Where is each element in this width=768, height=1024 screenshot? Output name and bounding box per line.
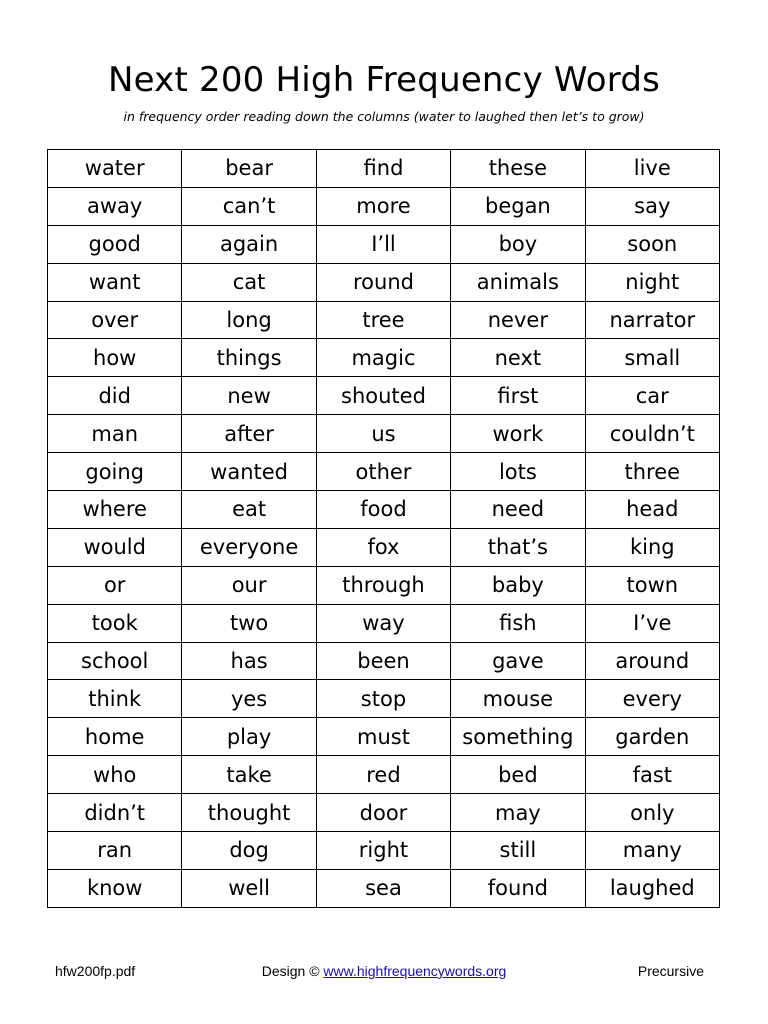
word-cell: ran xyxy=(48,832,182,870)
word-cell: through xyxy=(316,566,450,604)
word-cell: who xyxy=(48,756,182,794)
word-cell: night xyxy=(585,263,719,301)
word-cell: round xyxy=(316,263,450,301)
word-cell: fish xyxy=(451,604,585,642)
table-row xyxy=(48,453,720,491)
word-cell: work xyxy=(451,415,585,453)
table-row xyxy=(48,566,720,604)
word-cell: only xyxy=(585,794,719,832)
word-cell: I’ve xyxy=(585,604,719,642)
word-cell: soon xyxy=(585,225,719,263)
word-cell: laughed xyxy=(585,869,719,907)
word-cell: began xyxy=(451,187,585,225)
word-cell: going xyxy=(48,453,182,491)
word-cell: two xyxy=(182,604,316,642)
word-cell: find xyxy=(316,150,450,188)
table-row xyxy=(48,528,720,566)
footer-style-name: Precursive xyxy=(637,963,704,979)
word-cell: say xyxy=(585,187,719,225)
word-cell: many xyxy=(585,832,719,870)
table-row xyxy=(48,301,720,339)
word-cell: good xyxy=(48,225,182,263)
word-cell: things xyxy=(182,339,316,377)
word-cell: may xyxy=(451,794,585,832)
word-cell: water xyxy=(48,150,182,188)
table-row xyxy=(48,491,720,529)
word-cell: magic xyxy=(316,339,450,377)
word-cell: need xyxy=(451,491,585,529)
word-cell: boy xyxy=(451,225,585,263)
word-cell: man xyxy=(48,415,182,453)
word-cell: play xyxy=(182,718,316,756)
table-row xyxy=(48,377,720,415)
word-cell: red xyxy=(316,756,450,794)
word-cell: around xyxy=(585,642,719,680)
word-cell: after xyxy=(182,415,316,453)
page-subtitle: in frequency order reading down the columns (water to laughed then let’s to grow) xyxy=(123,109,645,124)
word-cell: animals xyxy=(451,263,585,301)
word-cell: king xyxy=(585,528,719,566)
word-cell: did xyxy=(48,377,182,415)
word-cell: narrator xyxy=(585,301,719,339)
word-table-body xyxy=(48,150,720,908)
word-cell: has xyxy=(182,642,316,680)
word-cell: our xyxy=(182,566,316,604)
word-cell: cat xyxy=(182,263,316,301)
word-cell: food xyxy=(316,491,450,529)
word-cell: right xyxy=(316,832,450,870)
word-cell: I’ll xyxy=(316,225,450,263)
word-cell: take xyxy=(182,756,316,794)
word-cell: want xyxy=(48,263,182,301)
word-cell: mouse xyxy=(451,680,585,718)
table-row xyxy=(48,642,720,680)
word-cell: tree xyxy=(316,301,450,339)
word-cell: garden xyxy=(585,718,719,756)
word-cell: that’s xyxy=(451,528,585,566)
word-cell: lots xyxy=(451,453,585,491)
footer-filename: hfw200fp.pdf xyxy=(55,963,136,979)
table-row xyxy=(48,225,720,263)
word-cell: fast xyxy=(585,756,719,794)
word-cell: would xyxy=(48,528,182,566)
word-cell: other xyxy=(316,453,450,491)
word-cell: new xyxy=(182,377,316,415)
word-cell: bear xyxy=(182,150,316,188)
table-row xyxy=(48,832,720,870)
table-row xyxy=(48,756,720,794)
word-cell: stop xyxy=(316,680,450,718)
table-row xyxy=(48,339,720,377)
word-cell: where xyxy=(48,491,182,529)
table-row xyxy=(48,263,720,301)
table-row xyxy=(48,415,720,453)
word-cell: over xyxy=(48,301,182,339)
word-cell: know xyxy=(48,869,182,907)
table-row xyxy=(48,187,720,225)
word-cell: never xyxy=(451,301,585,339)
word-cell: dog xyxy=(182,832,316,870)
word-cell: small xyxy=(585,339,719,377)
word-cell: thought xyxy=(182,794,316,832)
word-cell: shouted xyxy=(316,377,450,415)
word-cell: didn’t xyxy=(48,794,182,832)
word-cell: something xyxy=(451,718,585,756)
word-cell: live xyxy=(585,150,719,188)
word-cell: head xyxy=(585,491,719,529)
word-cell: next xyxy=(451,339,585,377)
word-cell: wanted xyxy=(182,453,316,491)
word-cell: way xyxy=(316,604,450,642)
word-cell: these xyxy=(451,150,585,188)
word-cell: first xyxy=(451,377,585,415)
word-cell: fox xyxy=(316,528,450,566)
word-cell: baby xyxy=(451,566,585,604)
word-cell: more xyxy=(316,187,450,225)
footer-design-prefix: Design © xyxy=(261,963,324,979)
word-cell: everyone xyxy=(182,528,316,566)
word-cell: sea xyxy=(316,869,450,907)
word-cell: couldn’t xyxy=(585,415,719,453)
table-row xyxy=(48,718,720,756)
word-cell: again xyxy=(182,225,316,263)
word-cell: us xyxy=(316,415,450,453)
word-cell: town xyxy=(585,566,719,604)
table-row xyxy=(48,604,720,642)
word-cell: home xyxy=(48,718,182,756)
table-row xyxy=(48,794,720,832)
word-cell: door xyxy=(316,794,450,832)
word-cell: how xyxy=(48,339,182,377)
word-cell: been xyxy=(316,642,450,680)
word-cell: still xyxy=(451,832,585,870)
word-cell: bed xyxy=(451,756,585,794)
word-table xyxy=(47,149,720,908)
page-title: Next 200 High Frequency Words xyxy=(107,60,661,100)
table-row xyxy=(48,869,720,907)
footer-design-link[interactable]: www.highfrequencywords.org xyxy=(323,963,507,979)
word-cell: can’t xyxy=(182,187,316,225)
word-cell: car xyxy=(585,377,719,415)
word-cell: long xyxy=(182,301,316,339)
word-cell: found xyxy=(451,869,585,907)
table-row xyxy=(48,680,720,718)
word-cell: yes xyxy=(182,680,316,718)
word-cell: eat xyxy=(182,491,316,529)
word-cell: must xyxy=(316,718,450,756)
word-cell: took xyxy=(48,604,182,642)
word-cell: three xyxy=(585,453,719,491)
word-cell: school xyxy=(48,642,182,680)
word-cell: or xyxy=(48,566,182,604)
word-cell: every xyxy=(585,680,719,718)
word-cell: away xyxy=(48,187,182,225)
word-cell: think xyxy=(48,680,182,718)
table-row xyxy=(48,150,720,188)
word-cell: gave xyxy=(451,642,585,680)
word-cell: well xyxy=(182,869,316,907)
